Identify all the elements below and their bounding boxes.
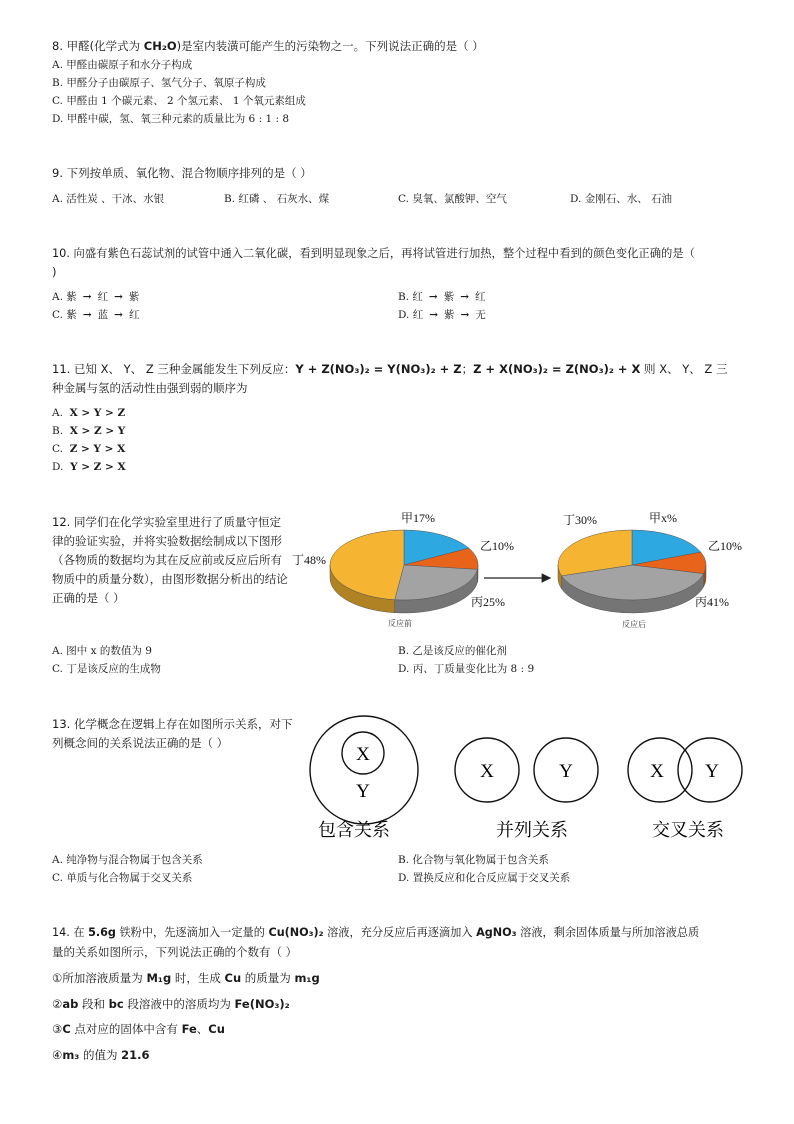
option-label: A. bbox=[52, 407, 63, 419]
q10-option-c[interactable] bbox=[52, 308, 139, 322]
statement-value: m₃ bbox=[62, 1048, 80, 1062]
q8-option-b[interactable]: B. 甲醛分子由碳原子、氢气分子、氧原子构成 bbox=[52, 77, 266, 89]
q14-stem-line1 bbox=[52, 925, 699, 941]
label-x: X bbox=[356, 744, 370, 765]
q11-option-a[interactable] bbox=[52, 406, 125, 420]
q10-stem: 10. 向盛有紫色石蕊试剂的试管中通入二氧化碳，看到明显现象之后，再将试管进行加热，整个过程中看到的颜色变化正确的是（ bbox=[52, 247, 695, 260]
statement-value: 21.6 bbox=[121, 1048, 150, 1062]
intersection-diagram bbox=[628, 738, 742, 841]
statement-text: 的值为 bbox=[79, 1048, 122, 1062]
option-label: A. bbox=[52, 291, 63, 303]
statement-value: Fe(NO₃)₂ bbox=[234, 997, 290, 1011]
color-2: 红 bbox=[97, 291, 109, 303]
pie-label-丙: 丙25% bbox=[471, 595, 505, 609]
statement-text: 时，生成 bbox=[171, 971, 225, 985]
statement-text: 的质量为 bbox=[241, 971, 295, 985]
statement-text: ④ bbox=[52, 1048, 63, 1062]
q11-option-c[interactable] bbox=[52, 442, 125, 456]
q11-stem-line2: 种金属与氢的活动性由强到弱的顺序为 bbox=[52, 381, 248, 395]
color-1: 红 bbox=[412, 309, 424, 321]
concept-relation-diagram bbox=[300, 712, 750, 847]
arrow-icon: → bbox=[429, 309, 439, 321]
statement-value: bc bbox=[108, 997, 124, 1011]
pie-label-甲: 甲17% bbox=[401, 511, 435, 525]
option-label: B. bbox=[398, 291, 410, 303]
color-2: 蓝 bbox=[97, 309, 109, 321]
color-2: 紫 bbox=[443, 291, 455, 303]
q14-statement-4[interactable] bbox=[52, 1047, 150, 1063]
caption-intersection: 交叉关系 bbox=[652, 820, 724, 841]
q9-option-a[interactable]: A. 活性炭 、干冰、水银 bbox=[52, 193, 165, 205]
pie-label-乙: 乙10% bbox=[708, 539, 742, 553]
q8-option-c[interactable]: C. 甲醛由 1 个碳元素、 2 个氢元素、 1 个氧元素组成 bbox=[52, 95, 306, 107]
q14-text: 14. 在 bbox=[52, 926, 89, 939]
q14-statement-1[interactable] bbox=[52, 970, 320, 986]
q11-intro: 11. 已知 X、 Y、 Z 三种金属能发生下列反应： bbox=[52, 362, 296, 376]
q8-option-d[interactable]: D. 甲醛中碳，氢、氧三种元素的质量比为 6 : 1 : 8 bbox=[52, 113, 290, 125]
option-text: Z > Y > X bbox=[69, 443, 126, 455]
q14-statement-3[interactable] bbox=[52, 1021, 225, 1037]
q10-option-d[interactable] bbox=[398, 308, 486, 322]
label-y: Y bbox=[705, 761, 719, 782]
caption-parallel: 并列关系 bbox=[496, 820, 568, 841]
q9-option-d[interactable]: D. 金刚石、水、 石油 bbox=[570, 193, 673, 205]
color-2: 紫 bbox=[444, 309, 455, 321]
q11-equation-1: Y + Z(NO₃)₂ = Y(NO₃)₂ + Z bbox=[295, 362, 462, 376]
q14-stem-line2: 量的关系如图所示，下列说法正确的个数有（ ） bbox=[52, 945, 298, 959]
statement-text: ③ bbox=[52, 1022, 63, 1036]
arrow-icon: → bbox=[428, 291, 438, 303]
option-label: C. bbox=[52, 443, 63, 455]
q12-option-b[interactable]: B. 乙是该反应的催化剂 bbox=[398, 645, 507, 657]
q12-option-a[interactable]: A. 图中 x 的数值为 9 bbox=[52, 645, 152, 657]
color-3: 红 bbox=[475, 291, 486, 303]
q12-stem: 12. 同学们在化学实验室里进行了质量守恒定律的验证实验，并将实验数据绘制成以下图形（各物质的数据均为其在反应前或反应后所有物质中的质量分数），由图形数据分析出的结论正确的是（ ） bbox=[52, 515, 288, 605]
q12-option-d[interactable]: D. 丙、丁质量变化比为 8 : 9 bbox=[398, 663, 535, 675]
caption-containment: 包含关系 bbox=[318, 820, 390, 841]
statement-value: ab bbox=[62, 997, 79, 1011]
q14-text: 铁粉中，先逐滴加入一定量的 bbox=[115, 926, 269, 939]
q10-option-a[interactable] bbox=[52, 290, 139, 304]
q8-stem-post: )是室内装潢可能产生的污染物之一。下列说法正确的是（ ） bbox=[176, 39, 484, 53]
q10-option-b[interactable] bbox=[398, 290, 486, 304]
label-y: Y bbox=[356, 781, 370, 802]
q13-option-d[interactable]: D. 置换反应和化合反应属于交叉关系 bbox=[398, 872, 571, 884]
pie-label-丙: 丙41% bbox=[695, 595, 729, 609]
q14-salt-1: Cu(NO₃)₂ bbox=[268, 926, 324, 939]
option-label: D. bbox=[52, 461, 64, 473]
q9-stem: 9. 下列按单质、氧化物、混合物顺序排列的是（ ） bbox=[52, 166, 312, 180]
option-text: X > Z > Y bbox=[69, 425, 126, 437]
q11-separator: ； bbox=[461, 362, 474, 376]
color-1: 紫 bbox=[66, 291, 77, 303]
arrow-icon: → bbox=[82, 309, 92, 321]
color-3: 无 bbox=[475, 309, 486, 321]
q11-tail: 则 X、 Y、 Z 三 bbox=[640, 362, 728, 376]
q8-stem bbox=[52, 38, 484, 54]
q14-mass: 5.6g bbox=[88, 926, 116, 939]
q11-stem-line1 bbox=[52, 361, 727, 377]
option-label: B. bbox=[52, 425, 64, 437]
arrow-icon: → bbox=[114, 309, 123, 321]
pie-chart-before bbox=[292, 511, 514, 628]
statement-text: 段溶液中的溶质均为 bbox=[123, 997, 235, 1011]
color-1: 红 bbox=[412, 291, 423, 303]
option-label: D. bbox=[398, 309, 410, 321]
statement-text: 段和 bbox=[78, 997, 109, 1011]
q13-stem: 13. 化学概念在逻辑上存在如图所示关系，对下列概念间的关系说法正确的是（ ） bbox=[52, 717, 293, 750]
statement-value: m₁g bbox=[294, 971, 320, 985]
pie-label-丁: 丁30% bbox=[563, 513, 597, 527]
q9-option-c[interactable]: C. 臭氧、氯酸钾、空气 bbox=[398, 193, 507, 205]
statement-value: M₁g bbox=[146, 971, 172, 985]
statement-value: C bbox=[62, 1022, 71, 1036]
q12-option-c[interactable]: C. 丁是该反应的生成物 bbox=[52, 663, 161, 675]
q10-stem-close: ) bbox=[52, 265, 57, 279]
mass-fraction-pie-charts bbox=[288, 505, 758, 635]
pie-label-乙: 乙10% bbox=[480, 539, 514, 553]
color-3: 紫 bbox=[128, 291, 140, 303]
q14-statement-2[interactable] bbox=[52, 996, 290, 1012]
arrow-icon: → bbox=[460, 309, 470, 321]
pie-label-甲: 甲x% bbox=[649, 511, 677, 525]
containment-diagram bbox=[310, 716, 418, 841]
q14-text: 溶液，充分反应后再逐滴加入 bbox=[323, 926, 477, 939]
option-text: X > Y > Z bbox=[69, 407, 126, 419]
arrow-icon: → bbox=[460, 291, 470, 303]
q14-text: 溶液，剩余固体质量与所加溶液总质 bbox=[516, 926, 700, 939]
label-x: X bbox=[650, 761, 664, 782]
q8-option-a[interactable]: A. 甲醛由碳原子和水分子构成 bbox=[52, 59, 193, 71]
color-3: 红 bbox=[128, 309, 140, 321]
q8-stem-pre: 8. 甲醛(化学式为 bbox=[52, 39, 144, 53]
statement-value: Cu bbox=[224, 971, 242, 985]
q11-equation-2: Z + X(NO₃)₂ = Z(NO₃)₂ + X bbox=[473, 362, 641, 376]
arrow-icon: → bbox=[114, 291, 123, 303]
q9-option-b[interactable]: B. 红磷 、 石灰水、煤 bbox=[224, 193, 330, 205]
pie-title: 反应前 bbox=[388, 619, 412, 628]
option-label: C. bbox=[52, 309, 63, 321]
q14-salt-2: AgNO₃ bbox=[476, 926, 517, 939]
q13-option-c[interactable]: C. 单质与化合物属于交叉关系 bbox=[52, 872, 193, 884]
arrow-icon: → bbox=[82, 291, 92, 303]
pie-label-丁: 丁48% bbox=[292, 553, 326, 567]
pie-title: 反应后 bbox=[622, 620, 646, 629]
label-x: X bbox=[480, 761, 494, 782]
statement-text: 、 bbox=[196, 1022, 209, 1036]
q11-option-d[interactable] bbox=[52, 460, 126, 474]
option-text: Y > Z > X bbox=[70, 461, 126, 473]
parallel-diagram bbox=[455, 738, 598, 841]
statement-text: 点对应的固体中含有 bbox=[70, 1022, 182, 1036]
pie-chart-after bbox=[558, 511, 742, 629]
q11-option-b[interactable] bbox=[52, 424, 125, 438]
q8-formula: CH₂O bbox=[143, 39, 177, 53]
q13-option-a[interactable]: A. 纯净物与混合物属于包含关系 bbox=[52, 854, 203, 866]
statement-value: Fe bbox=[181, 1022, 197, 1036]
statement-text: ①所加溶液质量为 bbox=[52, 971, 147, 985]
statement-text: ② bbox=[52, 997, 63, 1011]
color-1: 紫 bbox=[66, 309, 77, 321]
statement-value: Cu bbox=[208, 1022, 225, 1036]
q13-option-b[interactable]: B. 化合物与氧化物属于包含关系 bbox=[398, 854, 549, 866]
label-y: Y bbox=[559, 761, 573, 782]
